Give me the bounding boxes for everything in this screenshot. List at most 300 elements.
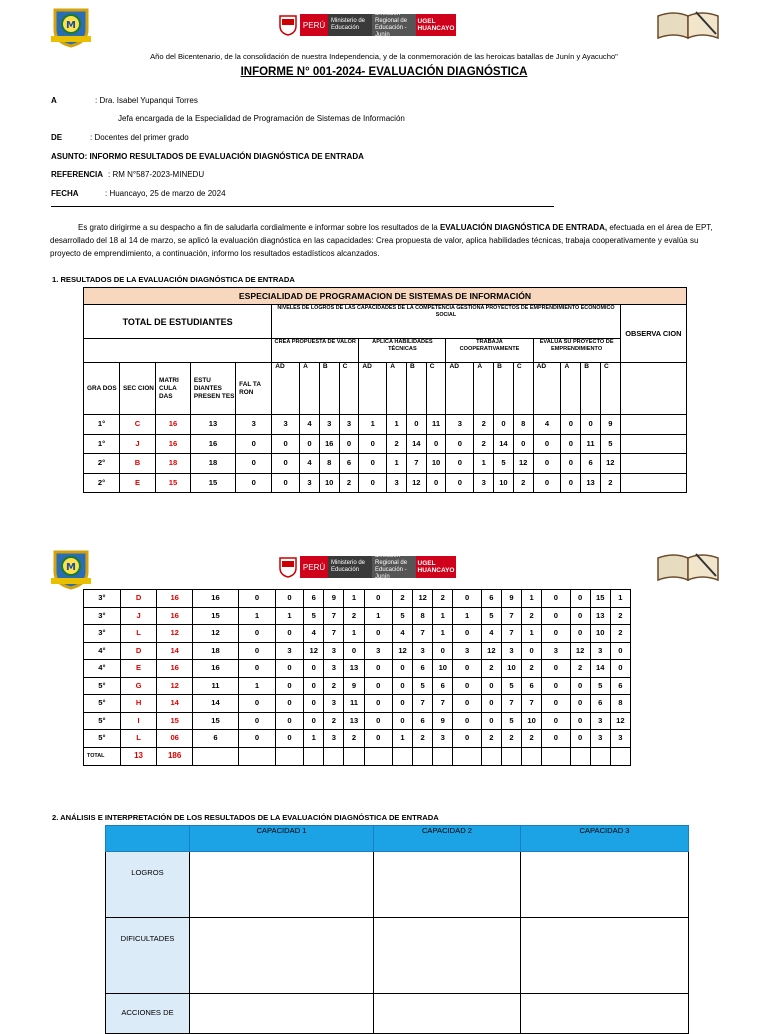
- table-cell: 8: [413, 607, 433, 625]
- table-cell: 3: [590, 730, 610, 748]
- table-cell: 13: [344, 660, 364, 678]
- table-cell: 18: [192, 642, 238, 660]
- table-cell: 0: [239, 712, 276, 730]
- table-cell: 06: [157, 730, 193, 748]
- table-cell: 8: [319, 454, 339, 474]
- table-cell: 10: [494, 473, 514, 493]
- gov-dre-label: Dirección Regional de Educación - Junín: [372, 14, 416, 36]
- table-cell: 14: [494, 434, 514, 454]
- table-cell: 10: [319, 473, 339, 493]
- table-cell: 3: [324, 660, 344, 678]
- table-row: [84, 473, 687, 493]
- section1-heading: 1. RESULTADOS DE LA EVALUACIÓN DIAGNÓSTICA DE ENTRADA: [52, 275, 295, 284]
- table-cell: 11: [192, 677, 238, 695]
- table-cell: 0: [481, 712, 501, 730]
- peru-shield-icon: [276, 14, 300, 36]
- table-cell: 5°: [84, 695, 121, 713]
- observacion-header: OBSERVA CION: [620, 305, 686, 363]
- school-crest-icon: [49, 4, 93, 48]
- table-row: [84, 695, 631, 713]
- memo-fecha-value: : Huancayo, 25 de marzo de 2024: [105, 189, 226, 198]
- memo-ref-value: : RM N°587-2023-MINEDU: [108, 170, 205, 179]
- table-cell: 0: [570, 625, 590, 643]
- table-cell: 0: [392, 677, 412, 695]
- table-cell: 1: [610, 590, 630, 608]
- table-cell: 5: [501, 712, 521, 730]
- school-crest-icon: [49, 546, 93, 590]
- table-cell: 10: [433, 660, 453, 678]
- table-cell: 8: [610, 695, 630, 713]
- table-row: [84, 730, 631, 748]
- table-cell: 0: [272, 473, 300, 493]
- col-seccion: SEC CION: [120, 363, 156, 415]
- table-cell: 0: [275, 712, 303, 730]
- table-cell: 7: [433, 695, 453, 713]
- table-cell: 6: [610, 677, 630, 695]
- table-cell: 10: [522, 712, 542, 730]
- table-cell: 16: [157, 590, 193, 608]
- svg-text:M: M: [66, 562, 76, 573]
- table-cell: 0: [561, 415, 581, 435]
- capacity-4-header: EVALÚA SU PROYECTO DE EMPRENDIMIENTO: [533, 339, 620, 363]
- analysis-cell[interactable]: [190, 852, 374, 918]
- table-cell: 14: [157, 695, 193, 713]
- results-table-page2: [83, 589, 631, 766]
- table-cell: 1: [474, 454, 494, 474]
- analysis-col-1: CAPACIDAD 1: [190, 826, 374, 852]
- level-c: C: [513, 363, 533, 415]
- analysis-cell[interactable]: [521, 918, 689, 994]
- capacity-3-header: TRABAJA COOPERATIVAMENTE: [446, 339, 533, 363]
- table-cell: D: [120, 642, 157, 660]
- column-header-row: [84, 363, 687, 415]
- table-cell: 12: [192, 625, 238, 643]
- table-cell: 1: [453, 607, 481, 625]
- table-cell: 0: [533, 473, 561, 493]
- table-cell: 0: [344, 642, 364, 660]
- table-cell: 1: [304, 730, 324, 748]
- analysis-col-3: CAPACIDAD 3: [521, 826, 689, 852]
- table-cell: 5: [600, 434, 620, 454]
- table-cell: 0: [446, 454, 474, 474]
- table-cell: 4: [481, 625, 501, 643]
- analysis-row-acciones: ACCIONES DE: [106, 994, 190, 1034]
- memo-divider: [51, 206, 554, 207]
- table-cell: 7: [413, 695, 433, 713]
- table-cell: 7: [413, 625, 433, 643]
- header-empty-cell: [84, 339, 272, 363]
- table-cell: 2: [433, 590, 453, 608]
- table-cell: 0: [453, 625, 481, 643]
- table-cell: 0: [561, 454, 581, 474]
- table-cell: 6: [581, 454, 601, 474]
- table-cell: 2: [481, 660, 501, 678]
- table-cell: 15: [190, 473, 235, 493]
- table-cell: 0: [392, 660, 412, 678]
- table-cell: 4°: [84, 642, 121, 660]
- table-cell: 0: [570, 730, 590, 748]
- memo-de-label: DE: [51, 133, 63, 142]
- table-cell: 1: [392, 730, 412, 748]
- table-cell: 0: [359, 473, 387, 493]
- analysis-cell[interactable]: [374, 994, 521, 1034]
- gov-ministry-label: Ministerio de Educación: [328, 14, 372, 36]
- table-cell: 3: [324, 642, 344, 660]
- table-cell: 9: [600, 415, 620, 435]
- table-cell: 6: [590, 695, 610, 713]
- table-cell: 0: [542, 677, 570, 695]
- report-title: INFORME N° 001-2024- EVALUACIÓN DIAGNÓSTICA: [240, 66, 528, 78]
- table-cell: 1: [433, 607, 453, 625]
- table-cell: 2°: [84, 473, 120, 493]
- table-cell: 0: [561, 473, 581, 493]
- table-cell: 13: [344, 712, 364, 730]
- table-cell: 0: [275, 590, 303, 608]
- table-cell: 0: [236, 473, 272, 493]
- table-cell: 12: [406, 473, 426, 493]
- table-cell: 0: [304, 677, 324, 695]
- table-cell: 2: [522, 660, 542, 678]
- table-cell: 0: [453, 730, 481, 748]
- table-cell: 3: [413, 642, 433, 660]
- table-cell: 2: [474, 415, 494, 435]
- table-cell: 13: [581, 473, 601, 493]
- observacion-cell: [620, 473, 686, 493]
- table-cell: 7: [501, 625, 521, 643]
- table-cell: 0: [570, 607, 590, 625]
- level-b: B: [581, 363, 601, 415]
- table-cell: H: [120, 695, 157, 713]
- level-c: C: [426, 363, 446, 415]
- table-cell: 12: [610, 712, 630, 730]
- table-cell: 0: [275, 695, 303, 713]
- table-cell: 1°: [84, 434, 120, 454]
- table-cell: 0: [570, 712, 590, 730]
- table-cell: 11: [581, 434, 601, 454]
- table-cell: 9: [344, 677, 364, 695]
- table-cell: 7: [406, 454, 426, 474]
- table-cell: 3: [501, 642, 521, 660]
- analysis-cell[interactable]: [374, 918, 521, 994]
- col-grados: GRA DOS: [84, 363, 120, 415]
- total-label: TOTAL: [84, 747, 121, 765]
- table-cell: 2: [522, 607, 542, 625]
- table-cell: 0: [426, 434, 446, 454]
- memo-fecha-label: FECHA: [51, 189, 79, 198]
- table-cell: 5°: [84, 712, 121, 730]
- total-sections: 13: [120, 747, 157, 765]
- table-cell: 6: [413, 712, 433, 730]
- table-cell: 3: [453, 642, 481, 660]
- table-cell: 0: [239, 642, 276, 660]
- table-cell: 0: [239, 695, 276, 713]
- table-cell: D: [120, 590, 157, 608]
- level-a: A: [300, 363, 320, 415]
- level-c: C: [600, 363, 620, 415]
- total-enrolled: 186: [157, 747, 193, 765]
- memo-de-value: : Docentes del primer grado: [90, 133, 189, 142]
- table-cell: 2: [522, 730, 542, 748]
- page2-header: [0, 544, 768, 592]
- table-cell: 0: [542, 730, 570, 748]
- table-cell: 0: [364, 695, 392, 713]
- level-ad: AD: [446, 363, 474, 415]
- table-cell: 3: [590, 712, 610, 730]
- table-cell: 4: [304, 625, 324, 643]
- table-cell: 5: [501, 677, 521, 695]
- table-cell: 16: [157, 607, 193, 625]
- table-cell: 0: [392, 695, 412, 713]
- table-cell: 1: [522, 590, 542, 608]
- table-cell: 0: [453, 660, 481, 678]
- table-cell: 12: [304, 642, 324, 660]
- table-cell: 0: [581, 415, 601, 435]
- table-cell: 16: [156, 415, 191, 435]
- paragraph-text-1: Es grato dirigirme a su despacho a fin de saludarla cordialmente e informar sobre los resultados de la: [78, 223, 440, 232]
- table-cell: 0: [453, 590, 481, 608]
- table-cell: 3: [324, 695, 344, 713]
- table-cell: 15: [156, 473, 191, 493]
- table-cell: 5°: [84, 677, 121, 695]
- table-cell: 1: [364, 607, 392, 625]
- gov-dre-label: Dirección Regional de Educación - Junín: [372, 556, 416, 578]
- capacity-2-header: APLICA HABILIDADES TÉCNICAS: [359, 339, 446, 363]
- table-cell: 0: [533, 454, 561, 474]
- table-cell: 1: [387, 454, 407, 474]
- analysis-cell[interactable]: [521, 852, 689, 918]
- paragraph-bold: EVALUACIÓN DIAGNÓSTICA DE ENTRADA,: [439, 223, 608, 232]
- table-cell: 5: [494, 454, 514, 474]
- table-cell: 0: [239, 625, 276, 643]
- table-cell: 0: [533, 434, 561, 454]
- table-cell: 0: [570, 590, 590, 608]
- table-cell: 0: [570, 695, 590, 713]
- table-cell: 7: [501, 695, 521, 713]
- table-cell: 2: [513, 473, 533, 493]
- table-cell: 0: [239, 660, 276, 678]
- table-row: [84, 677, 631, 695]
- table-cell: 0: [406, 415, 426, 435]
- table-cell: I: [120, 712, 157, 730]
- table-cell: 14: [192, 695, 238, 713]
- analysis-cell[interactable]: [521, 994, 689, 1034]
- analysis-cell[interactable]: [190, 918, 374, 994]
- table-cell: 5: [392, 607, 412, 625]
- table-cell: 3: [446, 415, 474, 435]
- table-cell: 13: [190, 415, 235, 435]
- table-cell: 0: [570, 677, 590, 695]
- analysis-corner: [106, 826, 190, 852]
- table-cell: 0: [272, 434, 300, 454]
- table-cell: 12: [513, 454, 533, 474]
- table-cell: 16: [192, 590, 238, 608]
- table-cell: 7: [324, 607, 344, 625]
- table-cell: 0: [446, 473, 474, 493]
- analysis-row-dificultades: DIFICULTADES: [106, 918, 190, 994]
- table-cell: 0: [272, 454, 300, 474]
- table-row: [84, 607, 631, 625]
- level-ad: AD: [272, 363, 300, 415]
- level-ad: AD: [533, 363, 561, 415]
- section2-heading: 2. ANÁLISIS E INTERPRETACIÓN DE LOS RESULTADOS DE LA EVALUACIÓN DIAGNÓSTICA DE ENTRADA: [52, 813, 439, 822]
- table-cell: 12: [481, 642, 501, 660]
- niveles-header: NIVELES DE LOGROS DE LAS CAPACIDADES DE LA COMPETENCIA GESTIONA PROYECTOS DE EMPRENDIMIENTO ECONÓMICO SOCIAL: [272, 305, 621, 339]
- analysis-col-2: CAPACIDAD 2: [374, 826, 521, 852]
- table-cell: 9: [501, 590, 521, 608]
- page1-header: [0, 2, 768, 50]
- table-cell: 2: [324, 677, 344, 695]
- table-cell: 9: [324, 590, 344, 608]
- table-cell: 15: [590, 590, 610, 608]
- table-cell: 2: [474, 434, 494, 454]
- table-cell: 3°: [84, 590, 121, 608]
- table-cell: 0: [610, 660, 630, 678]
- table-cell: 18: [190, 454, 235, 474]
- table-cell: 2: [324, 712, 344, 730]
- table-cell: 0: [453, 695, 481, 713]
- table-cell: 1: [433, 625, 453, 643]
- table-row: [84, 434, 687, 454]
- open-book-icon: [656, 550, 720, 584]
- table-cell: 2°: [84, 454, 120, 474]
- results-rows-page2: [84, 590, 631, 748]
- table-cell: 0: [304, 695, 324, 713]
- analysis-table: [105, 825, 689, 1034]
- level-ad: AD: [359, 363, 387, 415]
- table-cell: 2: [413, 730, 433, 748]
- table-row: [84, 642, 631, 660]
- table-cell: 14: [406, 434, 426, 454]
- table-cell: 0: [542, 607, 570, 625]
- table-cell: 1: [344, 590, 364, 608]
- table-cell: 1: [522, 625, 542, 643]
- table-cell: 0: [542, 695, 570, 713]
- table-cell: 3: [319, 415, 339, 435]
- results-table-page1: [83, 287, 687, 493]
- memo-a-value: : Dra. Isabel Yupanqui Torres: [95, 96, 198, 105]
- table-cell: 13: [590, 607, 610, 625]
- table-cell: 1: [239, 677, 276, 695]
- table-cell: 2: [387, 434, 407, 454]
- table-cell: 6: [413, 660, 433, 678]
- table-cell: 3: [542, 642, 570, 660]
- table-cell: 4: [300, 454, 320, 474]
- table-cell: 0: [542, 712, 570, 730]
- table-cell: 3: [387, 473, 407, 493]
- table-cell: E: [120, 473, 156, 493]
- level-c: C: [339, 363, 359, 415]
- table-cell: 6: [339, 454, 359, 474]
- intro-paragraph: [50, 221, 722, 260]
- table-cell: 0: [494, 415, 514, 435]
- table-cell: 12: [413, 590, 433, 608]
- table-cell: 1: [239, 607, 276, 625]
- table-cell: 0: [446, 434, 474, 454]
- table-row: [84, 454, 687, 474]
- table-cell: 3: [610, 730, 630, 748]
- analysis-cell[interactable]: [190, 994, 374, 1034]
- table-cell: 2: [392, 590, 412, 608]
- open-book-icon: [656, 8, 720, 42]
- table-cell: 0: [239, 730, 276, 748]
- col-presentes: ESTU DIANTES PRESEN TES: [190, 363, 235, 415]
- table-cell: 0: [433, 642, 453, 660]
- table-cell: 0: [236, 454, 272, 474]
- table-cell: 0: [236, 434, 272, 454]
- capacity-1-header: CREA PROPUESTA DE VALOR: [272, 339, 359, 363]
- table-cell: 0: [426, 473, 446, 493]
- table-cell: 3: [236, 415, 272, 435]
- table-cell: 0: [239, 590, 276, 608]
- table-cell: 12: [157, 625, 193, 643]
- table-cell: 3: [433, 730, 453, 748]
- table-cell: 2: [481, 730, 501, 748]
- level-a: A: [561, 363, 581, 415]
- table-cell: 6: [481, 590, 501, 608]
- table-cell: 11: [344, 695, 364, 713]
- gov-ugel-label: UGEL HUANCAYO: [416, 14, 456, 36]
- table-cell: 0: [304, 712, 324, 730]
- table-cell: 7: [522, 695, 542, 713]
- analysis-cell[interactable]: [374, 852, 521, 918]
- table-cell: 3: [272, 415, 300, 435]
- table-cell: 1: [275, 607, 303, 625]
- table-cell: J: [120, 607, 157, 625]
- table-cell: 15: [157, 712, 193, 730]
- svg-text:M: M: [66, 20, 76, 31]
- table-cell: 5: [413, 677, 433, 695]
- level-b: B: [406, 363, 426, 415]
- table-cell: 0: [481, 695, 501, 713]
- results-rows-page1: [84, 415, 687, 493]
- table-cell: 0: [542, 590, 570, 608]
- table-cell: 0: [364, 730, 392, 748]
- table-cell: C: [120, 415, 156, 435]
- table-cell: 8: [513, 415, 533, 435]
- gov-peru-label: PERÚ: [300, 14, 328, 36]
- memo-asunto: ASUNTO: INFORMO RESULTADOS DE EVALUACIÓN DIAGNÓSTICA DE ENTRADA: [51, 152, 364, 161]
- table-cell: 16: [157, 660, 193, 678]
- specialty-header: ESPECIALIDAD DE PROGRAMACION DE SISTEMAS DE INFORMACIÓN: [84, 288, 687, 305]
- table-cell: 3: [300, 473, 320, 493]
- level-b: B: [494, 363, 514, 415]
- table-cell: 4°: [84, 660, 121, 678]
- table-cell: 1°: [84, 415, 120, 435]
- table-cell: 6: [192, 730, 238, 748]
- table-cell: 0: [359, 434, 387, 454]
- table-cell: 3: [474, 473, 494, 493]
- table-cell: 5: [304, 607, 324, 625]
- table-cell: 5: [590, 677, 610, 695]
- gov-ministry-label: Ministerio de Educación: [328, 556, 372, 578]
- table-cell: 5°: [84, 730, 121, 748]
- table-cell: B: [120, 454, 156, 474]
- table-row: [84, 590, 631, 608]
- table-cell: 16: [190, 434, 235, 454]
- table-cell: 9: [433, 712, 453, 730]
- table-cell: 0: [453, 677, 481, 695]
- peru-shield-icon: [276, 556, 300, 578]
- table-cell: 0: [542, 625, 570, 643]
- table-cell: 0: [364, 712, 392, 730]
- table-cell: 0: [275, 625, 303, 643]
- table-cell: 3°: [84, 625, 121, 643]
- table-cell: 10: [426, 454, 446, 474]
- table-cell: 6: [304, 590, 324, 608]
- level-a: A: [474, 363, 494, 415]
- level-b: B: [319, 363, 339, 415]
- table-row: [84, 660, 631, 678]
